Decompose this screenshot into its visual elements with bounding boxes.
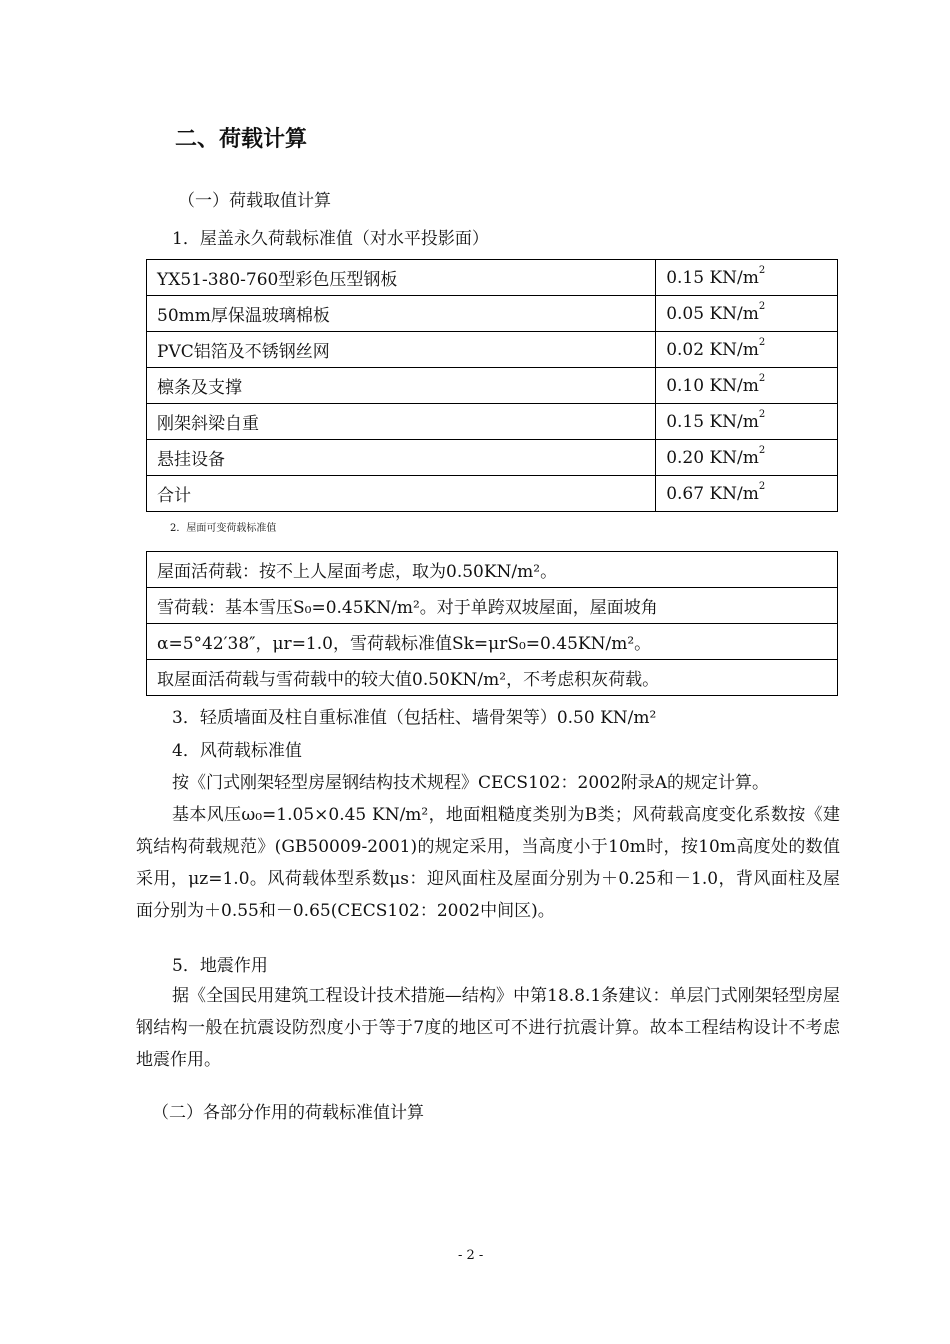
load-item-name: 50mm厚保温玻璃棉板 bbox=[147, 296, 656, 332]
load-value-text: 0.20 KN/m bbox=[666, 447, 759, 468]
subsection-heading-1: （一）荷载取值计算 bbox=[178, 191, 331, 211]
wind-load-paragraph: 基本风压ω₀=1.05×0.45 KN/m²，地面粗糙度类别为B类；风荷载高度变化系数按《建筑结构荷载规范》(GB50009-2001)的规定采用，当高度小于10m时，按10m高度处的数值采用，μz=1.0。风荷载体型系数μs：迎风面柱及屋面分别为＋0.25和－1.0，背风面柱及屋面分别为＋0.55和－0.65(CECS102：2002中间区)。 bbox=[136, 805, 840, 921]
unit-exponent: 2 bbox=[758, 408, 766, 420]
roof-dead-load-table bbox=[146, 259, 838, 512]
load-item-value bbox=[656, 260, 838, 296]
table-row bbox=[147, 476, 838, 512]
item-2-heading: 2．屋面可变荷载标准值 bbox=[170, 523, 277, 534]
item-4-heading: 4．风荷载标准值 bbox=[172, 741, 302, 761]
load-item-value bbox=[656, 368, 838, 404]
load-item-name: 刚架斜梁自重 bbox=[147, 404, 656, 440]
seismic-paragraph: 据《全国民用建筑工程设计技术措施—结构》中第18.8.1条建议：单层门式刚架轻型房屋钢结构一般在抗震设防烈度小于等于7度的地区可不进行抗震计算。故本工程结构设计不考虑地震作用。 bbox=[136, 986, 840, 1070]
table-row bbox=[147, 440, 838, 476]
item-3-heading: 3．轻质墙面及柱自重标准值（包括柱、墙骨架等）0.50 KN/m² bbox=[172, 708, 657, 728]
section-title: 二、荷载计算 bbox=[175, 127, 308, 152]
unit-exponent: 2 bbox=[758, 444, 766, 456]
wind-reference-paragraph: 按《门式刚架轻型房屋钢结构技术规程》CECS102：2002附录A的规定计算。 bbox=[172, 773, 770, 793]
load-item-name: PVC铝箔及不锈钢丝网 bbox=[147, 332, 656, 368]
load-value-text: 0.67 KN/m bbox=[666, 483, 759, 504]
load-item-value bbox=[656, 404, 838, 440]
load-item-value bbox=[656, 476, 838, 512]
unit-exponent: 2 bbox=[758, 372, 766, 384]
load-item-value bbox=[656, 332, 838, 368]
load-conclusion-row: 取屋面活荷载与雪荷载中的较大值0.50KN/m²，不考虑积灰荷载。 bbox=[147, 660, 838, 696]
load-value-text: 0.02 KN/m bbox=[666, 339, 759, 360]
load-item-name: 檩条及支撑 bbox=[147, 368, 656, 404]
load-item-name: 悬挂设备 bbox=[147, 440, 656, 476]
load-item-value bbox=[656, 296, 838, 332]
unit-exponent: 2 bbox=[758, 336, 766, 348]
load-value-text: 0.05 KN/m bbox=[666, 303, 759, 324]
item-1-heading: 1．屋盖永久荷载标准值（对水平投影面） bbox=[172, 229, 489, 249]
unit-exponent: 2 bbox=[758, 480, 766, 492]
snow-load-row: 雪荷载：基本雪压S₀=0.45KN/m²。对于单跨双坡屋面，屋面坡角 bbox=[147, 588, 838, 624]
load-value-text: 0.15 KN/m bbox=[666, 411, 759, 432]
snow-load-formula-row: α=5°42′38″，μr=1.0，雪荷载标准值Sk=μrS₀=0.45KN/m²。 bbox=[147, 624, 838, 660]
load-value-text: 0.10 KN/m bbox=[666, 375, 759, 396]
table-row bbox=[147, 404, 838, 440]
unit-exponent: 2 bbox=[758, 300, 766, 312]
subsection-heading-2: （二）各部分作用的荷载标准值计算 bbox=[152, 1103, 424, 1123]
load-item-name: 合计 bbox=[147, 476, 656, 512]
table-row bbox=[147, 296, 838, 332]
roof-live-load-table bbox=[146, 551, 838, 696]
table-row bbox=[147, 260, 838, 296]
table-row bbox=[147, 332, 838, 368]
item-5-heading: 5．地震作用 bbox=[172, 956, 268, 976]
page-number: - 2 - bbox=[458, 1248, 484, 1263]
table-row bbox=[147, 368, 838, 404]
load-value-text: 0.15 KN/m bbox=[666, 267, 759, 288]
unit-exponent: 2 bbox=[758, 264, 766, 276]
live-load-row: 屋面活荷载：按不上人屋面考虑，取为0.50KN/m²。 bbox=[147, 552, 838, 588]
load-item-value bbox=[656, 440, 838, 476]
load-item-name: YX51-380-760型彩色压型钢板 bbox=[147, 260, 656, 296]
